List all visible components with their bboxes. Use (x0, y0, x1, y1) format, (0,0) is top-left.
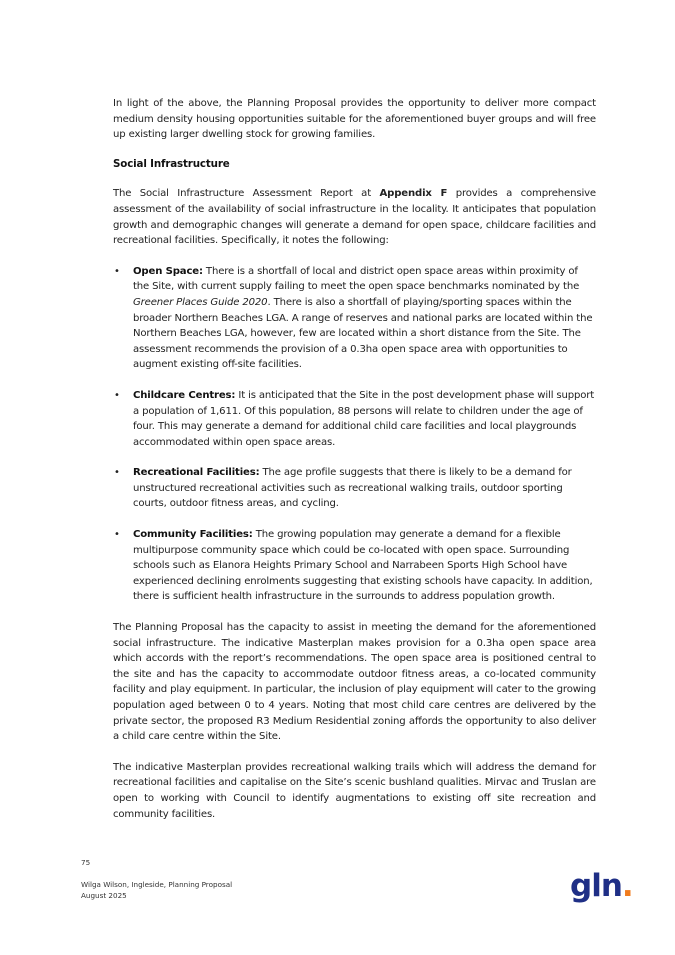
gln-logo (570, 868, 633, 904)
list-item-term: Childcare Centres: (133, 389, 236, 401)
bullet-icon: • (114, 389, 120, 401)
list-item-community: • Community Facilities: The growing population may generate a demand for a flexible multipurpose community space which could be co-located with open space. Surrounding schools such as Elanora Heights Primary School and Narrabeen Sports High School have experienced declining enrolments suggesting that existing schools have capacity. In addition, there is sufficient health infrastructure in the surrounds to address population growth. (114, 529, 593, 603)
closing-paragraph-1: The Planning Proposal has the capacity to assist in meeting the demand for the aforementioned social infrastructure. The indicative Masterplan makes provision for a 0.3ha open space area which accords with the report’s recommendations. The open space area is positioned central to the site and has the capacity to accommodate outdoor fitness areas, a co-located community facility and play equipment. In particular, the inclusion of play equipment will cater to the growing population aged between 0 to 4 years. Noting that most child care centres are delivered by the private sector, the proposed R3 Medium Residential zoning affords the opportunity to also deliver a child care centre within the Site. (113, 622, 596, 743)
list-item-term: Open Space: (133, 265, 203, 277)
list-item-term: Community Facilities: (133, 529, 253, 541)
page-number: 75 (81, 858, 91, 867)
list-item-open-space: • Open Space: There is a shortfall of local and district open space areas within proximity of the Site, with current supply failing to meet the open space benchmarks nominated by the Greener Places Guide 2020. There is also a shortfall of playing/sporting spaces within the broader Northern Beaches LGA. A range of reserves and national parks are located within the Northern Beaches LGA, however, few are located within a short distance from the Site. The assessment recommends the provision of a 0.3ha open space area with opportunities to augment existing off-site facilities. (114, 265, 593, 371)
bullet-icon: • (114, 529, 120, 541)
page-body (113, 96, 596, 822)
closing-paragraph-2: The indicative Masterplan provides recreational walking trails which will address the demand for recreational facilities and capitalise on the Site’s scenic bushland qualities. Mirvac and Truslan are open to working with Council to identify augmentations to existing off site recreation and community facilities. (113, 761, 596, 820)
logo-dot-icon: . (621, 868, 633, 904)
logo-text: gln (570, 868, 622, 904)
bullet-icon: • (114, 265, 120, 277)
findings-list (113, 264, 596, 605)
footer-info (81, 879, 232, 901)
footer-date: August 2025 (81, 891, 127, 900)
guide-title: Greener Places Guide 2020 (133, 296, 268, 308)
intro-paragraph: In light of the above, the Planning Proposal provides the opportunity to deliver more compact medium density housing opportunities suitable for the aforementioned buyer groups and will free up existing larger dwelling stock for growing families. (113, 98, 596, 141)
list-item-recreational: • Recreational Facilities: The age profile suggests that there is likely to be a demand for unstructured recreational activities such as recreational walking trails, outdoor sporting courts, outdoor fitness areas, and cycling. (114, 467, 572, 510)
lead-paragraph: The Social Infrastructure Assessment Report at Appendix F provides a comprehensive assessment of the availability of social infrastructure in the locality. It anticipates that population growth and demographic changes will generate a demand for open space, childcare facilities and recreational facilities. Specifically, it notes the following: (113, 188, 596, 247)
appendix-reference: Appendix F (379, 188, 448, 200)
list-item-childcare: • Childcare Centres: It is anticipated that the Site in the post development phase will support a population of 1,611. Of this population, 88 persons will relate to children under the age of four. This may generate a demand for additional child care facilities and local playgrounds accommodated within open space areas. (114, 389, 595, 448)
list-item-term: Recreational Facilities: (133, 467, 260, 479)
footer-document-title: Wilga Wilson, Ingleside, Planning Proposal (81, 880, 233, 889)
bullet-icon: • (114, 467, 120, 479)
section-heading: Social Infrastructure (113, 157, 230, 170)
